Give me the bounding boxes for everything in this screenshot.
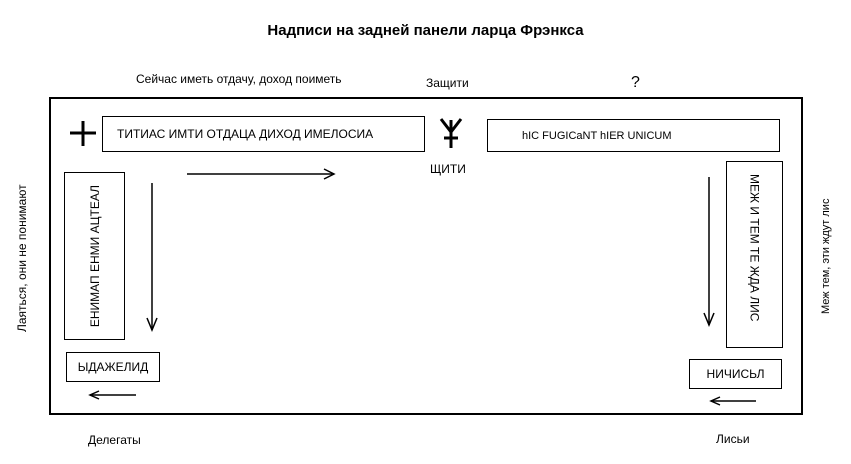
arrow-down-right [704, 177, 714, 325]
bottom-right-inscription: НИЧИСЬЛ [706, 367, 765, 381]
top-left-translation: Сейчас иметь отдачу, доход поиметь [136, 72, 342, 86]
right-vertical-inscription-box [726, 161, 783, 348]
arrow-down-left [147, 183, 157, 330]
bottom-left-inscription: ЫДАЖЕЛИД [77, 360, 149, 374]
top-right-translation: ? [631, 74, 640, 91]
bottom-left-inscription-box [66, 352, 160, 382]
left-vertical-inscription: ЕНИМАП ЕНМИ АЦТЕАЛ [87, 184, 102, 328]
cross-symbol [70, 121, 96, 146]
center-inscription: ЩИТИ [430, 162, 466, 176]
bottom-left-translation: Делегаты [88, 433, 141, 447]
algiz-rune-symbol [441, 119, 461, 148]
arrow-left-bottom-left [90, 391, 136, 399]
top-right-inscription-box [487, 119, 780, 152]
bottom-right-translation: Лисьи [716, 432, 750, 446]
top-left-inscription: ТИТИАС ИМТИ ОТДАЦА ДИХОД ИМЕЛОСИА [117, 127, 374, 141]
right-side-translation: Меж тем, эти ждут лис [820, 198, 832, 314]
diagram-title: Надписи на задней панели ларца Фрэнкса [267, 22, 584, 39]
left-vertical-inscription-box [64, 172, 125, 340]
left-side-translation: Лаяться, они не понимают [15, 184, 29, 332]
top-left-inscription-box [102, 116, 425, 152]
arrow-left-bottom-right [711, 397, 756, 405]
right-vertical-inscription: МЕЖ И ТЕМ ТЕ ЖДА ЛИС [747, 174, 762, 322]
arrow-right-top [187, 169, 334, 179]
top-right-inscription: hIC FUGICaNT hIER UNICUM [522, 129, 672, 142]
bottom-right-inscription-box [689, 359, 782, 389]
top-center-translation: Защити [426, 76, 469, 90]
